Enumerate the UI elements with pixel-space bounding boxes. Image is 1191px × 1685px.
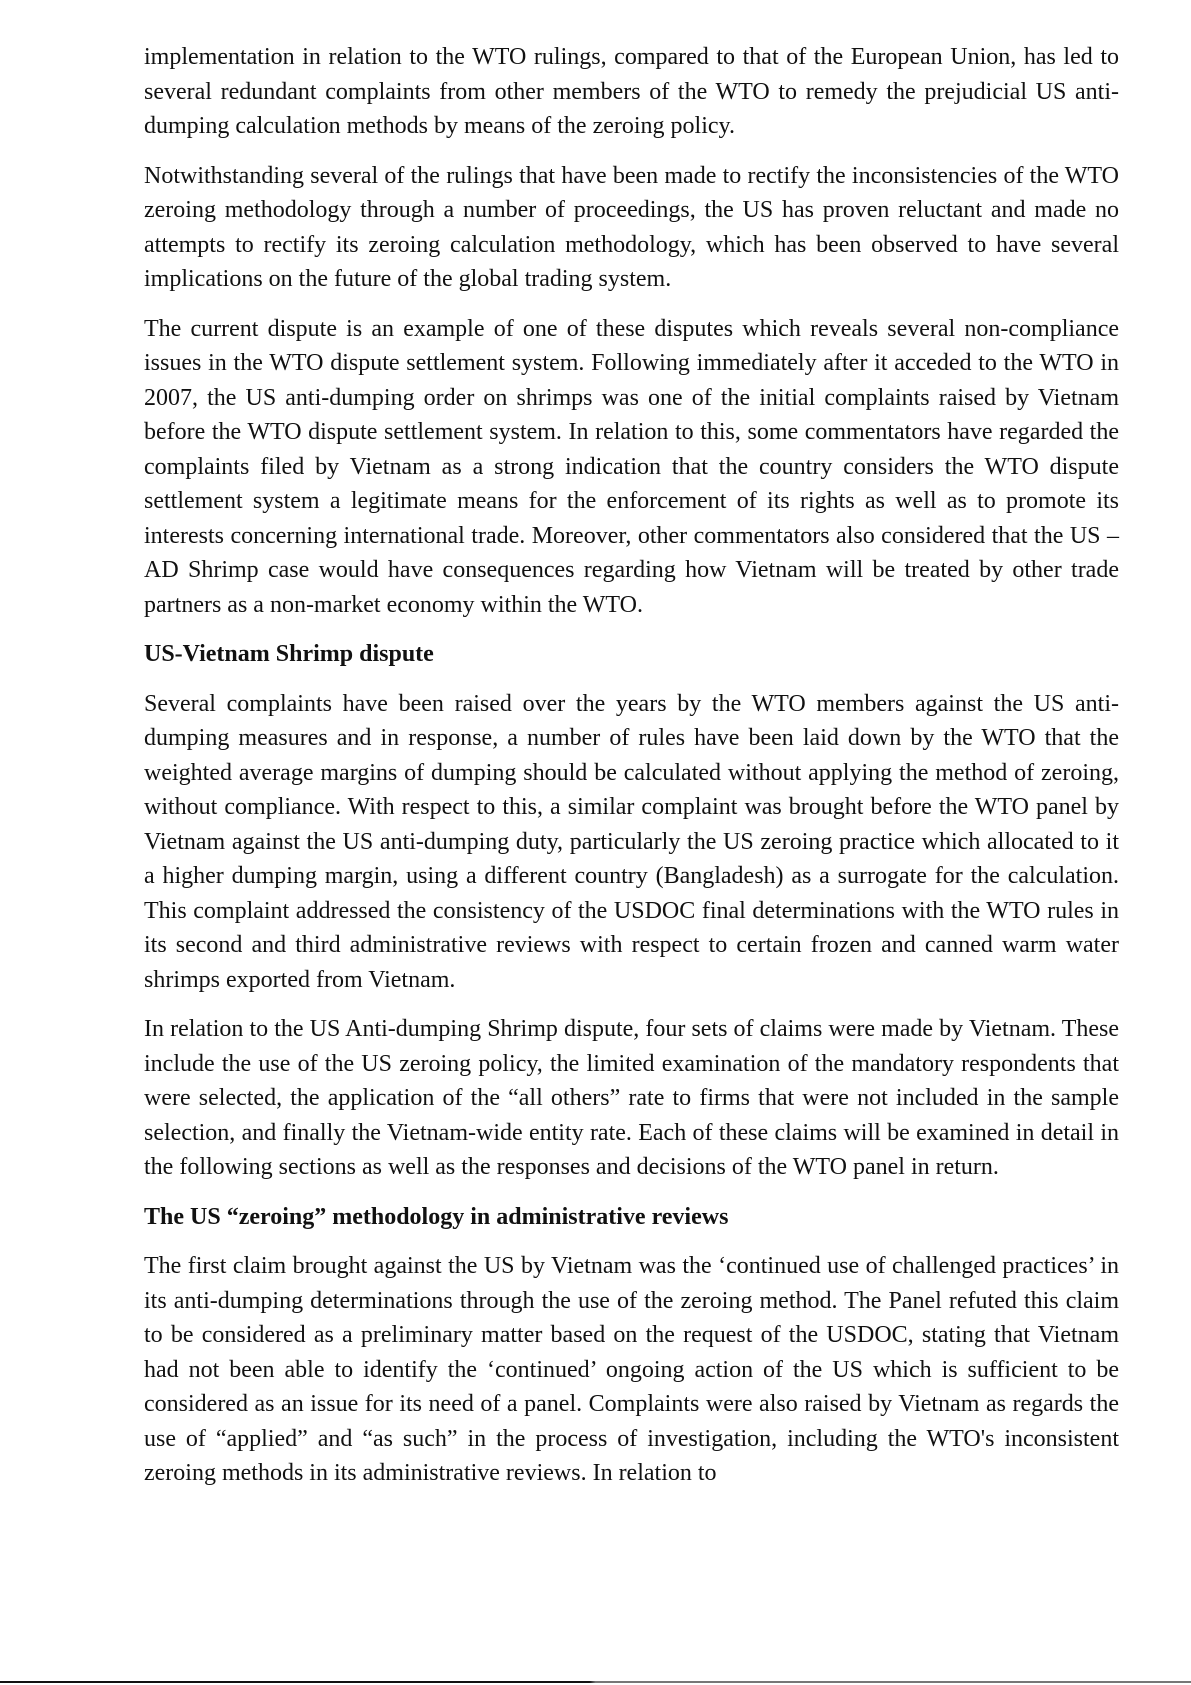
paragraph-zeroing-complaints: implementation in relation to the WTO rulings, compared to that of the European Union, has led to several redundant complaints from other members of the WTO to remedy the prejudicial US anti-dumping calculation methods by means of the zeroing policy. — [144, 44, 1119, 139]
paragraph-four-claims: In relation to the US Anti-dumping Shrimp dispute, four sets of claims were made by Vietnam. These include the use of the US zeroing policy, the limited examination of the mandatory respondents that were selected, the application of the “all others” rate to firms that were not included in the sample selection, and finally the Vietnam-wide entity rate. Each of these claims will be examined in detail in the following sections as well as the responses and decisions of the WTO panel in return. — [144, 1016, 1119, 1180]
paragraph-complaints-overview: Several complaints have been raised over the years by the WTO members against the US anti-dumping measures and in response, a number of rules have been laid down by the WTO that the weighted average margins of dumping should be calculated without applying the method of zeroing, without compliance. With respect to this, a similar complaint was brought before the WTO panel by Vietnam against the US anti-dumping duty, particularly the US zeroing practice which allocated to it a higher dumping margin, using a different country (Bangladesh) as a surrogate for the calculation. This complaint addressed the consistency of the USDOC final determinations with the WTO rules in its second and third administrative reviews with respect to certain frozen and canned warm water shrimps exported from Vietnam. — [144, 690, 1119, 993]
paragraph-current-dispute: The current dispute is an example of one of these disputes which reveals several non-compliance issues in the WTO dispute settlement system. Following immediately after it acceded to the WTO in 2007, the US anti-dumping order on shrimps was one of the initial complaints raised by Vietnam before the WTO dispute settlement system. In relation to this, some commentators have regarded the complaints filed by Vietnam as a strong indication that the country considers the WTO dispute settlement system a legitimate means for the enforcement of its rights as well as to promote its interests concerning international trade. Moreover, other commentators also considered that the US – AD Shrimp case would have consequences regarding how Vietnam will be treated by other trade partners as a non-market economy within the WTO. — [144, 315, 1119, 618]
page-bottom-divider — [0, 1681, 1191, 1683]
section-heading-shrimp-dispute: US-Vietnam Shrimp dispute — [144, 641, 434, 667]
document-page — [144, 40, 1119, 1506]
paragraph-us-reluctance: Notwithstanding several of the rulings that have been made to rectify the inconsistencies of the WTO zeroing methodology through a number of proceedings, the US has proven reluctant and made no attempts to rectify its zeroing calculation methodology, which has been observed to have several implications on the future of the global trading system. — [144, 162, 1119, 292]
section-heading-zeroing-methodology: The US “zeroing” methodology in administrative reviews — [144, 1203, 729, 1230]
paragraph-first-claim: The first claim brought against the US by Vietnam was the ‘continued use of challenged practices’ in its anti-dumping determinations through the use of the zeroing method. The Panel refuted this claim to be considered as a preliminary matter based on the request of the USDOC, stating that Vietnam had not been able to identify the ‘continued’ ongoing action of the US which is sufficient to be considered as an issue for its need of a panel. Complaints were also raised by Vietnam as regards the use of “applied” and “as such” in the process of investigation, including the WTO's inconsistent zeroing methods in its administrative reviews. In relation to — [144, 1253, 1119, 1486]
